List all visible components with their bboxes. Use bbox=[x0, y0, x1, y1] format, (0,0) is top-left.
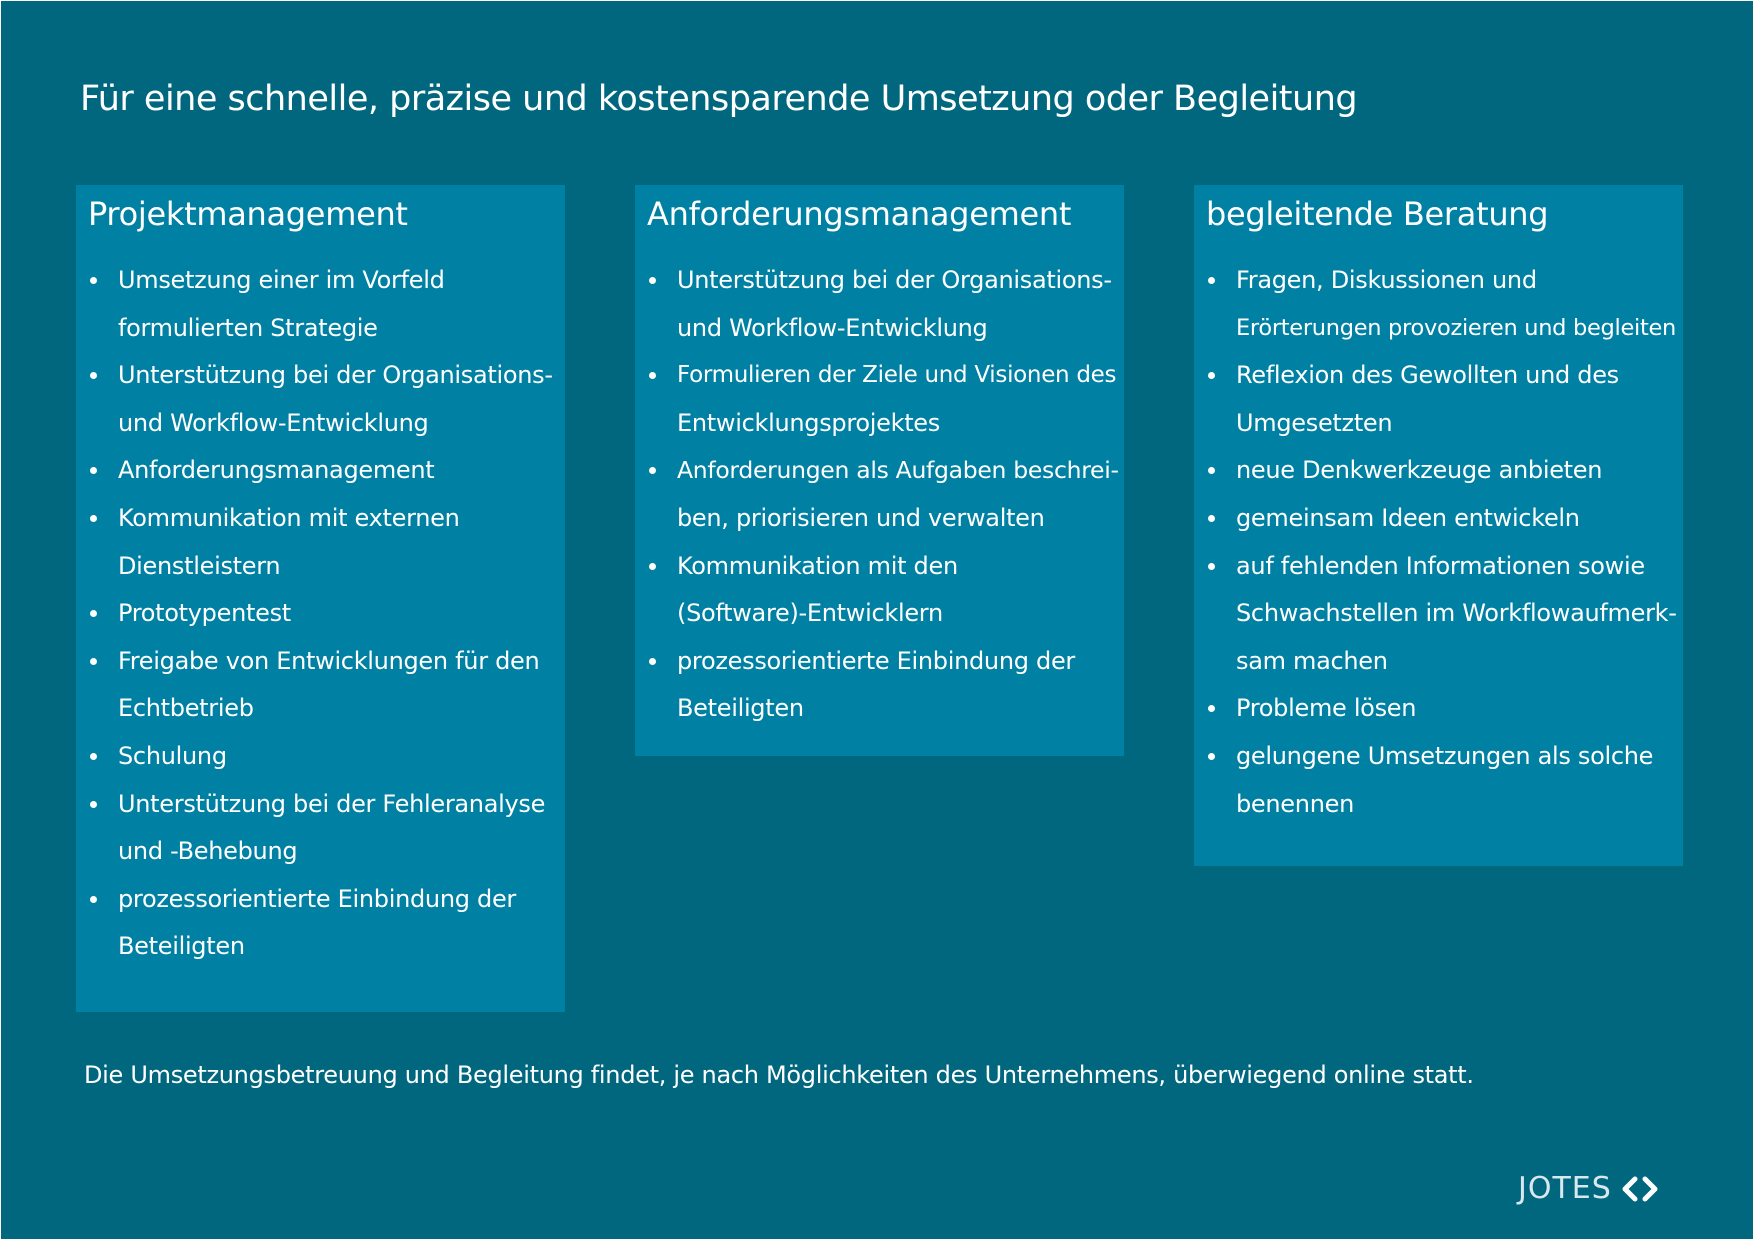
panel-anforderungsmanagement bbox=[635, 185, 1124, 756]
list-item-text: Anforderungen als Aufgaben beschrei- bbox=[677, 456, 1119, 485]
list-item-text: Umsetzung einer im Vorfeld bbox=[118, 266, 445, 294]
list-item-text: und -Behebung bbox=[118, 837, 298, 866]
list-item-text: sam machen bbox=[1236, 646, 1388, 675]
list-item-text: Dienstleistern bbox=[118, 551, 281, 580]
bullet-icon bbox=[90, 277, 97, 284]
slide bbox=[1, 1, 1753, 1239]
list-item bbox=[76, 876, 553, 971]
list-item-text: Schulung bbox=[118, 741, 227, 770]
list-item bbox=[76, 352, 553, 447]
list-item-text: Beteiligten bbox=[677, 694, 804, 723]
list-item bbox=[1194, 685, 1677, 733]
list-item bbox=[1194, 495, 1677, 543]
list-item-text: Formulieren der Ziele und Visionen des bbox=[677, 362, 1117, 389]
list-item bbox=[76, 447, 553, 495]
panel-begleitende-beratung bbox=[1194, 185, 1683, 866]
list-item bbox=[635, 543, 1119, 638]
list-item-text: ben, priorisieren und verwalten bbox=[677, 503, 1045, 532]
list-item-text: prozessorientierte Einbindung der bbox=[118, 884, 516, 913]
bullet-icon bbox=[649, 467, 656, 474]
list-item-text: Anforderungsmanagement bbox=[118, 456, 435, 485]
list-item bbox=[76, 590, 553, 638]
list-item bbox=[1194, 543, 1677, 686]
list-item bbox=[635, 638, 1119, 733]
bullet-icon bbox=[1208, 467, 1215, 474]
bullet-list bbox=[76, 257, 553, 971]
panel-title: Anforderungsmanagement bbox=[647, 195, 1072, 233]
list-item bbox=[1194, 733, 1677, 828]
list-item-text: Freigabe von Entwicklungen für den bbox=[118, 646, 540, 675]
bullet-icon bbox=[90, 467, 97, 474]
panel-title: begleitende Beratung bbox=[1206, 195, 1549, 233]
list-item bbox=[635, 257, 1119, 352]
list-item-text: Fragen, Diskussionen und bbox=[1236, 266, 1537, 294]
bullet-list bbox=[1194, 257, 1677, 828]
list-item-text: Entwicklungsprojektes bbox=[677, 408, 940, 437]
list-item bbox=[76, 733, 553, 781]
list-item-text: auf fehlenden Informationen sowie bbox=[1236, 551, 1645, 580]
bullet-icon bbox=[649, 563, 656, 570]
list-item-text: Unterstützung bei der Fehleranalyse bbox=[118, 789, 546, 818]
list-item bbox=[76, 781, 553, 876]
list-item-text: Kommunikation mit externen bbox=[118, 503, 460, 532]
logo-text: JOTES bbox=[1518, 1171, 1612, 1206]
list-item-text: Erörterungen provozieren und begleiten bbox=[1236, 314, 1676, 341]
bullet-icon bbox=[1208, 515, 1215, 522]
bullet-icon bbox=[649, 658, 656, 665]
bullet-list bbox=[635, 257, 1119, 733]
bullet-icon bbox=[1208, 705, 1215, 712]
list-item-text: (Software)-Entwicklern bbox=[677, 599, 943, 628]
list-item bbox=[635, 447, 1119, 542]
list-item-text: prozessorientierte Einbindung der bbox=[677, 646, 1075, 675]
list-item bbox=[1194, 352, 1677, 447]
bullet-icon bbox=[1208, 277, 1215, 284]
list-item bbox=[76, 638, 553, 733]
bullet-icon bbox=[1208, 372, 1215, 379]
bullet-icon bbox=[90, 896, 97, 903]
bullet-icon bbox=[1208, 753, 1215, 760]
bullet-icon bbox=[649, 277, 656, 284]
list-item-text: Echtbetrieb bbox=[118, 694, 254, 723]
bullet-icon bbox=[90, 610, 97, 617]
list-item-text: Beteiligten bbox=[118, 932, 245, 961]
list-item bbox=[76, 257, 553, 352]
bullet-icon bbox=[90, 515, 97, 522]
list-item bbox=[1194, 257, 1677, 352]
bullet-icon bbox=[90, 372, 97, 379]
footnote: Die Umsetzungsbetreuung und Begleitung findet, je nach Möglichkeiten des Unternehmens, überwiegend online statt. bbox=[84, 1061, 1474, 1089]
list-item-text: Prototypentest bbox=[118, 599, 291, 628]
list-item-text: Kommunikation mit den bbox=[677, 551, 958, 580]
list-item-text: gemeinsam Ideen entwickeln bbox=[1236, 503, 1580, 532]
panel-title: Projektmanagement bbox=[88, 195, 408, 233]
list-item bbox=[1194, 447, 1677, 495]
list-item-text: und Workflow-Entwicklung bbox=[118, 408, 429, 437]
list-item-text: Reflexion des Gewollten und des bbox=[1236, 361, 1619, 390]
list-item-text: neue Denkwerkzeuge anbieten bbox=[1236, 456, 1603, 485]
list-item-text: Unterstützung bei der Organisations- bbox=[677, 266, 1112, 294]
list-item bbox=[635, 352, 1119, 447]
bullet-icon bbox=[90, 801, 97, 808]
list-item-text: gelungene Umsetzungen als solche bbox=[1236, 741, 1654, 770]
panel-projektmanagement bbox=[76, 185, 565, 1012]
list-item-text: Umgesetzten bbox=[1236, 408, 1393, 437]
list-item bbox=[76, 495, 553, 590]
jotes-logo bbox=[1518, 1171, 1660, 1206]
bullet-icon bbox=[90, 753, 97, 760]
code-brackets-icon bbox=[1620, 1176, 1660, 1202]
list-item-text: Probleme lösen bbox=[1236, 694, 1417, 723]
list-item-text: benennen bbox=[1236, 789, 1354, 818]
list-item-text: Unterstützung bei der Organisations- bbox=[118, 361, 553, 390]
bullet-icon bbox=[90, 658, 97, 665]
list-item-text: formulierten Strategie bbox=[118, 313, 378, 342]
page-title: Für eine schnelle, präzise und kostensparende Umsetzung oder Begleitung bbox=[80, 79, 1358, 119]
list-item-text: und Workflow-Entwicklung bbox=[677, 313, 988, 342]
bullet-icon bbox=[649, 372, 656, 379]
list-item-text: Schwachstellen im Workflowaufmerk- bbox=[1236, 599, 1677, 628]
bullet-icon bbox=[1208, 563, 1215, 570]
